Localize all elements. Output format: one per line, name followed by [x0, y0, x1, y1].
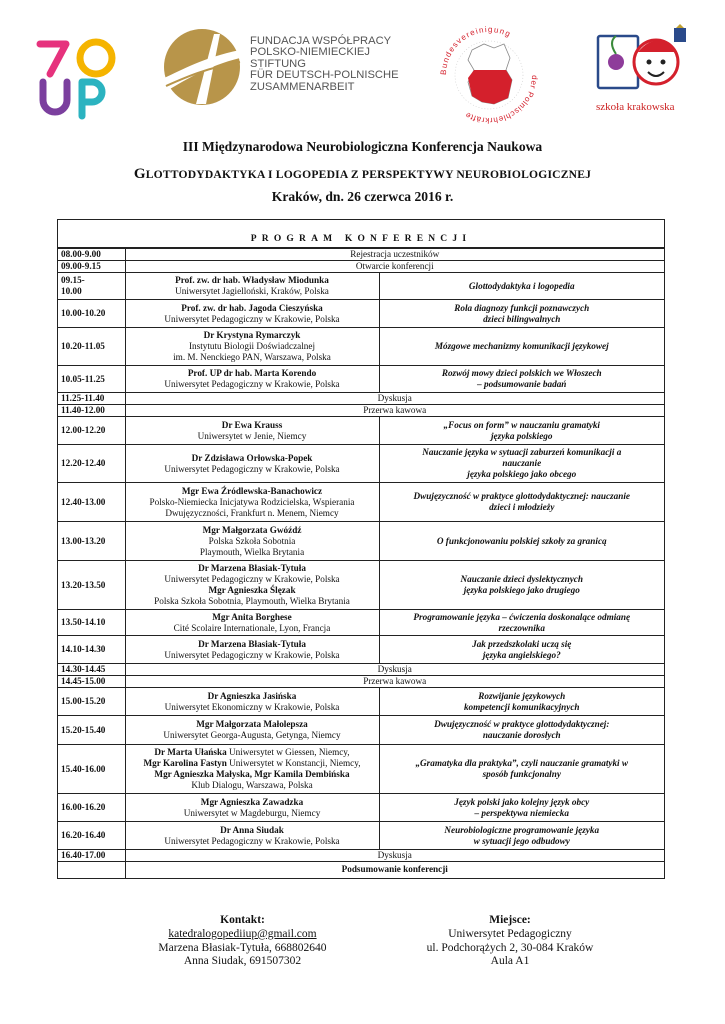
- session-speaker: [125, 445, 379, 483]
- session-topic: Język polski jako kolejny język obcy – perspektywa niemiecka: [379, 794, 664, 822]
- session-speaker: [125, 300, 379, 328]
- speaker-name: Dr Marta Ułańska: [154, 747, 227, 757]
- szkola-krakowska-label: szkoła krakowska: [596, 101, 675, 113]
- session-time: 16.00-16.20: [58, 794, 125, 822]
- conference-subtitle: III Międzynarodowa Neurobiologiczna Konferencja Naukowa: [182, 139, 543, 154]
- speaker-affiliation: Klub Dialogu, Warszawa, Polska: [191, 780, 313, 790]
- speaker-affiliation: Uniwersytet w Jenie, Niemcy: [197, 430, 307, 441]
- session-speaker: [125, 561, 379, 610]
- speaker-affiliation: Uniwersytet Pedagogiczny w Krakowie, Polska: [164, 313, 340, 324]
- contact-caption: Kontakt:: [220, 914, 265, 926]
- fundacja-emblem-icon: [162, 28, 244, 106]
- venue-name: Uniwersytet Pedagogiczny: [448, 927, 572, 940]
- logos-bar: [0, 0, 725, 125]
- speaker-affiliation: Uniwersytet Pedagogiczny w Krakowie, Polska: [164, 574, 340, 584]
- session-time: 13.20-13.50: [58, 561, 125, 610]
- session-time: 10.20-11.05: [58, 328, 125, 366]
- session-time: 10.00-10.20: [58, 300, 125, 328]
- conference-title: [0, 166, 725, 183]
- session-time: 10.05-11.25: [58, 366, 125, 393]
- session-speaker: [125, 636, 379, 664]
- session-time: 14.45-15.00: [58, 676, 125, 688]
- speaker-affiliation: Uniwersytet Jagielloński, Kraków, Polska: [175, 286, 329, 296]
- session-topic: O funkcjonowaniu polskiej szkoły za granicą: [379, 522, 664, 561]
- conference-date: Kraków, dn. 26 czerwca 2016 r.: [271, 189, 454, 204]
- speaker-affiliation: Cité Scolaire Internationale, Lyon, Francja: [173, 622, 331, 633]
- speaker-name: Dr Krystyna Rymarczyk: [203, 330, 301, 340]
- session-topic: Nauczanie języka w sytuacji zaburzeń komunikacji a nauczanie języka polskiego jako obcego: [379, 445, 664, 483]
- program-row: [58, 273, 664, 300]
- session-speaker: [125, 688, 379, 716]
- program-row: [58, 366, 664, 393]
- program-table: [57, 219, 665, 879]
- program-row: [58, 862, 664, 878]
- speaker-affiliation: Polska Szkoła Sobotnia: [208, 535, 296, 546]
- program-row: [58, 676, 664, 688]
- speaker-affiliation: Playmouth, Wielka Brytania: [199, 546, 305, 557]
- speaker-affiliation: Uniwersytet Georga-Augusta, Getynga, Niemcy: [163, 730, 341, 740]
- venue-caption: Miejsce:: [489, 914, 531, 926]
- speaker-affiliation: Uniwersytet w Giessen, Niemcy,: [226, 747, 350, 757]
- session-speaker: [125, 794, 379, 822]
- session-time: 08.00-9.00: [58, 249, 125, 261]
- session-span-label: Dyskusja: [125, 850, 664, 862]
- speaker-name: Mgr Anita Borghese: [212, 611, 292, 622]
- speaker-name: Prof. UP dr hab. Marta Korendo: [187, 368, 317, 378]
- speaker-name: Mgr Agnieszka Małyska, Mgr Kamila Dembińska: [154, 769, 350, 779]
- program-row: [58, 522, 664, 561]
- speaker-affiliation: Uniwersytet Pedagogiczny w Krakowie, Polska: [164, 835, 340, 846]
- speaker-affiliation: Uniwersytet w Magdeburgu, Niemcy: [183, 807, 321, 818]
- program-row: [58, 249, 664, 261]
- program-row: [58, 636, 664, 664]
- speaker-line: [129, 747, 376, 758]
- program-row: [58, 610, 664, 636]
- session-time: 09.00-9.15: [58, 261, 125, 273]
- session-span-label: Przerwa kawowa: [125, 676, 664, 688]
- session-time: 12.20-12.40: [58, 445, 125, 483]
- title-initial: G: [133, 166, 146, 182]
- fundacja-text: [250, 36, 399, 93]
- program-row: [58, 822, 664, 850]
- session-time: 13.00-13.20: [58, 522, 125, 561]
- session-time: 16.20-16.40: [58, 822, 125, 850]
- session-time: 15.40-16.00: [58, 745, 125, 794]
- session-span-label: Dyskusja: [125, 393, 664, 405]
- program-row: [58, 664, 664, 676]
- session-speaker: [125, 328, 379, 366]
- fundacja-logo: [162, 28, 399, 111]
- session-topic: Rozwijanie językowych kompetencji komunikacyjnych: [379, 688, 664, 716]
- session-time: 12.00-12.20: [58, 417, 125, 445]
- session-topic: „Gramatyka dla praktyka”, czyli nauczanie gramatyki w sposób funkcjonalny: [379, 745, 664, 794]
- session-time: 11.40-12.00: [58, 405, 125, 417]
- session-speaker: [125, 366, 379, 393]
- speaker-name: Prof. zw. dr hab. Władysław Miodunka: [175, 275, 329, 285]
- session-topic: Neurobiologiczne programowanie języka w sytuacji jego odbudowy: [379, 822, 664, 850]
- speaker-name: Dr Marzena Błasiak-Tytuła: [198, 563, 306, 573]
- speaker-name: Mgr Małgorzata Małolepsza: [196, 719, 308, 729]
- bundesvereinigung-logo: [432, 18, 546, 132]
- session-span-label: Przerwa kawowa: [125, 405, 664, 417]
- session-topic: Glottodydaktyka i logopedia: [379, 273, 664, 300]
- svg-text:Bundesvereinigung: Bundesvereinigung: [438, 24, 513, 76]
- session-time: 15.20-15.40: [58, 716, 125, 745]
- speaker-affiliation: Dwujęzyczności, Frankfurt n. Menem, Niemcy: [165, 507, 339, 518]
- session-speaker: [125, 822, 379, 850]
- session-time: 14.30-14.45: [58, 664, 125, 676]
- speaker-affiliation: Uniwersytet Pedagogiczny w Krakowie, Polska: [164, 463, 340, 474]
- fundacja-line-4: FÜR DEUTSCH-POLNISCHE: [250, 69, 399, 82]
- speaker-affiliation: Uniwersytet w Konstancji, Niemcy,: [226, 758, 361, 768]
- program-row: [58, 300, 664, 328]
- venue-room: Aula A1: [490, 955, 530, 968]
- session-topic: Jak przedszkolaki uczą się języka angielskiego?: [379, 636, 664, 664]
- session-topic: Programowanie języka – ćwiczenia doskonalące odmianę rzeczownika: [379, 610, 664, 636]
- program-row: [58, 850, 664, 862]
- session-speaker: [125, 716, 379, 745]
- venue-block: [400, 914, 620, 969]
- session-speaker: [125, 483, 379, 522]
- session-time: 13.50-14.10: [58, 610, 125, 636]
- speaker-name: Mgr Ewa Źródlewska-Banachowicz: [181, 485, 323, 496]
- program-grid: [58, 248, 664, 878]
- program-row: [58, 745, 664, 794]
- program-row: [58, 261, 664, 273]
- session-time: 14.10-14.30: [58, 636, 125, 664]
- session-topic: Dwujęzyczność w praktyce glottodydaktycznej: nauczanie dzieci i młodzieży: [379, 483, 664, 522]
- contact-email-link[interactable]: katedralogopediiup@gmail.com: [168, 927, 317, 940]
- session-time: 15.00-15.20: [58, 688, 125, 716]
- session-span-label: Dyskusja: [125, 664, 664, 676]
- program-row: [58, 688, 664, 716]
- session-topic: „Focus on form” w nauczaniu gramatyki języka polskiego: [379, 417, 664, 445]
- speaker-name: Dr Ewa Krauss: [221, 419, 283, 430]
- fundacja-line-1: FUNDACJA WSPÓŁPRACY: [250, 35, 392, 47]
- session-speaker: [125, 273, 379, 300]
- fundacja-line-2: POLSKO-NIEMIECKIEJ: [250, 46, 370, 59]
- session-topic: Rozwój mowy dzieci polskich we Włoszech – podsumowanie badań: [379, 366, 664, 393]
- session-span-label: Podsumowanie konferencji: [125, 862, 664, 878]
- session-topic: Mózgowe mechanizmy komunikacji językowej: [379, 328, 664, 366]
- program-row: [58, 794, 664, 822]
- session-topic: Nauczanie dzieci dyslektycznych języka polskiego jako drugiego: [379, 561, 664, 610]
- speaker-affiliation: Uniwersytet Pedagogiczny w Krakowie, Polska: [164, 649, 340, 660]
- session-speaker: [125, 610, 379, 636]
- speaker-affiliation: Polsko-Niemiecka Inicjatywa Rodzicielska, Wspierania: [149, 496, 355, 507]
- session-time: 11.25-11.40: [58, 393, 125, 405]
- session-span-label: Otwarcie konferencji: [125, 261, 664, 273]
- contact-block: [105, 914, 380, 969]
- speaker-name: Dr Anna Siudak: [220, 824, 284, 835]
- speaker-affiliation: Uniwersytet Pedagogiczny w Krakowie, Polska: [164, 379, 340, 389]
- svg-text:der Polnischlehrkräfte: der Polnischlehrkräfte: [463, 74, 540, 126]
- session-time: [58, 862, 125, 878]
- session-speaker: [125, 745, 379, 794]
- speaker-affiliation: im. M. Nenckiego PAN, Warszawa, Polska: [173, 352, 331, 362]
- session-speaker: [125, 417, 379, 445]
- speaker-name: Mgr Małgorzata Gwóźdź: [202, 524, 302, 535]
- program-row: [58, 716, 664, 745]
- speaker-name: Mgr Agnieszka Zawadzka: [200, 796, 304, 807]
- program-row: [58, 561, 664, 610]
- contact-person-1: Marzena Błasiak-Tytuła, 668802640: [158, 941, 327, 954]
- program-rows: [58, 249, 664, 878]
- speaker-affiliation: Instytutu Biologii Doświadczalnej: [188, 341, 316, 351]
- session-speaker: [125, 522, 379, 561]
- speaker-name: Dr Agnieszka Jasińska: [207, 690, 297, 701]
- session-time: 16.40-17.00: [58, 850, 125, 862]
- program-heading: PROGRAM KONFERENCJI: [58, 220, 664, 248]
- speaker-line: [129, 780, 376, 791]
- session-topic: Rola diagnozy funkcji poznawczych dzieci bilingwalnych: [379, 300, 664, 328]
- speaker-line: [129, 758, 376, 769]
- session-time: 09.15- 10.00: [58, 273, 125, 300]
- session-topic: Dwujęzyczność w praktyce glottodydaktycznej: nauczanie dorosłych: [379, 716, 664, 745]
- speaker-name: Prof. zw. dr hab. Jagoda Cieszyńska: [181, 302, 323, 313]
- fundacja-line-5: ZUSAMMENARBEIT: [250, 80, 355, 93]
- fundacja-line-3: STIFTUNG: [250, 57, 306, 70]
- program-row: [58, 405, 664, 417]
- session-time: 12.40-13.00: [58, 483, 125, 522]
- contact-person-2: Anna Siudak, 691507302: [183, 955, 302, 968]
- speaker-line: [129, 769, 376, 780]
- speaker-affiliation: Polska Szkoła Sobotnia, Playmouth, Wielka Brytania: [154, 596, 350, 606]
- venue-address: ul. Podchorążych 2, 30-084 Kraków: [426, 941, 594, 954]
- program-row: [58, 483, 664, 522]
- program-row: [58, 417, 664, 445]
- program-row: [58, 328, 664, 366]
- speaker-name: Dr Marzena Błasiak-Tytuła: [198, 638, 306, 649]
- speaker-name: Dr Zdzisława Orłowska-Popek: [191, 452, 313, 463]
- program-row: [58, 393, 664, 405]
- session-span-label: Rejestracja uczestników: [125, 249, 664, 261]
- speaker-name: Mgr Agnieszka Ślęzak: [208, 585, 296, 595]
- up-logo: [36, 38, 118, 120]
- speaker-name: Mgr Karolina Fastyn: [143, 758, 227, 768]
- program-row: [58, 445, 664, 483]
- speaker-affiliation: Uniwersytet Ekonomiczny w Krakowie, Polska: [164, 701, 340, 712]
- title-rest: LOTTODYDAKTYKA I LOGOPEDIA Z PERSPEKTYWY NEUROBIOLOGICZNEJ: [145, 168, 592, 181]
